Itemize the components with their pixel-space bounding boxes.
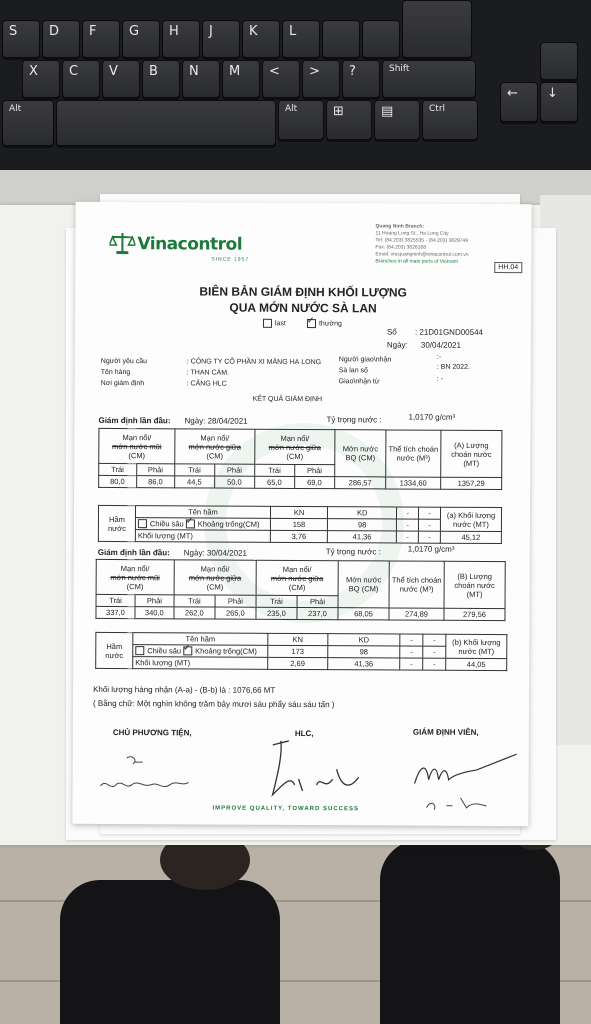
ballast-b-value: 44,05 (446, 658, 507, 670)
signature-hlc-label: HLC, (294, 728, 314, 739)
key-v: V (102, 60, 140, 98)
total-received: Khối lượng hàng nhận (A-a) - (B-b) là : 1076,66 MT (93, 684, 276, 695)
cell: 286,57 (335, 477, 386, 489)
first-inspection-date: Ngày: 28/04/2021 (184, 416, 248, 426)
signature-inspector-label: GIÁM ĐỊNH VIÊN, (412, 727, 479, 737)
col-left: Trái (99, 463, 137, 475)
deliverer-value: :- (436, 353, 442, 361)
goods-label: Tên hàng (100, 368, 131, 377)
cell: - (419, 507, 441, 519)
inspector-signature (406, 744, 526, 815)
footer-slogan: IMPROVE QUALITY, TOWARD SUCCESS (212, 805, 360, 813)
barge-value: : BN 2022. (436, 363, 470, 371)
ballast-a-label: (a) Khối lượng nước (MT) (440, 507, 501, 531)
ballast-label: Hầm nước (96, 632, 133, 668)
cell: 2,69 (268, 657, 328, 669)
col-right: Phải (297, 595, 338, 607)
space-checkbox (183, 647, 192, 656)
key-space (56, 100, 276, 146)
key-up (540, 42, 578, 80)
requester-label: Người yêu cầu (100, 357, 148, 366)
cell: 98 (327, 519, 396, 531)
cell: 262,0 (174, 607, 215, 619)
key-left-arrow: ← (500, 82, 538, 122)
last-label: last (274, 320, 286, 328)
cell: - (397, 507, 419, 519)
depth-checkbox (138, 519, 147, 528)
table-row (96, 606, 505, 620)
cell: 1357,29 (441, 477, 502, 489)
first-density-value: 1,0170 g/cm³ (408, 412, 456, 422)
key-quote (362, 20, 400, 58)
key-slash: ? (342, 60, 380, 98)
deliverer-label: Người giao\nhận (338, 356, 392, 364)
table-row (99, 475, 502, 489)
key-ctrl: Ctrl (422, 100, 478, 140)
cell: - (397, 519, 419, 531)
depth-row-label: Chiều sâu ✓ Khoảng trống(CM) (133, 645, 268, 658)
key-x: X (22, 60, 60, 98)
cell: 41,36 (327, 531, 396, 543)
col-right: Phải (294, 464, 335, 476)
option-last (263, 319, 286, 328)
depth-row-label: Chiều sâu ✓ Khoảng trống(CM) (135, 518, 270, 531)
header-avg-draft: Mớn nước BQ (CM) (335, 430, 386, 477)
branch-ports: Branches in all main ports of Vietnam (375, 258, 459, 265)
keyboard (0, 0, 591, 176)
second-density-value: 1,0170 g/cm³ (407, 544, 455, 554)
report-date: 30/04/2021 (420, 340, 461, 350)
place-value: : CẢNG HLC (186, 380, 227, 388)
requester-value: : CÔNG TY CỔ PHẦN XI MĂNG HẠ LONG (186, 358, 322, 367)
source-value: : - (436, 375, 443, 383)
kn-label: KN (268, 633, 328, 645)
second-inspection-label: Giám định lần đầu: (97, 547, 170, 558)
report-number: : 21D01GND00544 (414, 327, 484, 337)
branch-address: 11 Hoang Long St., Ha Long City (375, 230, 449, 237)
company-logo: Vinacontrol (137, 234, 243, 255)
key-j: J (202, 20, 240, 58)
branch-info (375, 223, 515, 266)
windows-key-icon: ⊞ (326, 100, 372, 140)
key-down-arrow: ↓ (540, 82, 578, 122)
total-in-words: ( Bằng chữ: Một nghìn không trăm bảy mươi sáu phẩy sáu sáu tấn ) (92, 698, 335, 710)
header-mid1: Mạn nổi/ mớn nước giữa (CM) (175, 429, 255, 464)
normal-checkbox (307, 319, 316, 328)
tank-name-label: Tên hầm (135, 506, 270, 519)
key-h: H (162, 20, 200, 58)
key-f: F (82, 20, 120, 58)
col-right: Phải (135, 595, 174, 607)
option-normal (307, 319, 342, 328)
key-alt-right: Alt (278, 100, 324, 140)
first-density-label: Tỷ trọng nước : (326, 415, 382, 425)
header-volume: Thể tích choán nước (M³) (389, 561, 444, 608)
hlc-signature (262, 735, 372, 806)
key-g: G (122, 20, 160, 58)
col-right: Phải (214, 464, 254, 476)
cell: 68,05 (338, 608, 389, 620)
col-right: Phải (136, 464, 174, 476)
cell: 237,0 (297, 607, 338, 619)
cell: 158 (270, 518, 327, 530)
cell: - (423, 646, 446, 658)
cell: 265,0 (215, 607, 256, 619)
cell: - (400, 658, 423, 670)
cell: 69,0 (294, 476, 335, 488)
right-leg (380, 840, 560, 1024)
kd-label: KD (328, 507, 397, 519)
cell: 41,36 (327, 658, 400, 670)
report-title: BIÊN BẢN GIÁM ĐỊNH KHỐI LƯỢNG (199, 284, 407, 300)
first-inspection-label: Giám định lần đầu: (98, 415, 171, 426)
key-d: D (42, 20, 80, 58)
first-ballast-table (98, 505, 502, 544)
cell: 173 (268, 645, 328, 657)
cell: - (423, 634, 446, 646)
source-label: Giao\nhận từ (338, 378, 380, 386)
second-ballast-table (95, 632, 507, 671)
cell: 1334,60 (386, 477, 441, 489)
cell: 274,89 (389, 608, 444, 620)
cell: - (418, 531, 440, 543)
second-density-label: Tỷ trọng nước : (325, 547, 381, 557)
key-k: K (242, 20, 280, 58)
form-code: HH.04 (494, 262, 522, 273)
col-left: Trái (96, 594, 135, 606)
ballast-b-label: (b) Khối lượng nước (MT) (446, 634, 507, 658)
branch-name: Quang Ninh Branch: (375, 223, 425, 230)
key-n: N (182, 60, 220, 98)
cell: 340,0 (135, 607, 174, 619)
key-semicolon (322, 20, 360, 58)
header-bow: Mạn nổi/ mớn nước mũi (CM) (99, 428, 175, 463)
weight-row-label: Khối lượng (MT) (135, 530, 270, 543)
branch-email: Email: vncquangninh@vinacontrol.com.vn (375, 251, 469, 258)
cell: 44,5 (175, 476, 215, 488)
kn-label: KN (270, 506, 327, 518)
key-b: B (142, 60, 180, 98)
header-avg-draft: Mớn nước BQ (CM) (338, 561, 389, 608)
report-date-label: Ngày: (386, 340, 408, 350)
key-alt-left: Alt (2, 100, 54, 146)
cell: - (397, 531, 419, 543)
place-label: Nơi giám định (100, 379, 145, 388)
cell: 235,0 (256, 607, 297, 619)
barge-label: Sà lan số (338, 367, 368, 375)
cell: - (400, 646, 423, 658)
results-heading: KẾT QUẢ GIÁM ĐỊNH (252, 395, 323, 404)
goods-value: : THAN CÁM. (186, 369, 230, 377)
space-checkbox (186, 520, 195, 529)
last-checkbox (263, 319, 272, 328)
key-m: M (222, 60, 260, 98)
menu-key-icon: ▤ (374, 100, 420, 140)
header-displacement-a: (A) Lượng choán nước (MT) (441, 430, 502, 477)
since-label: SINCE 1957 (211, 256, 250, 263)
signature-owner-label: CHỦ PHƯƠNG TIỆN, (112, 728, 192, 738)
header-mid1: Mạn nổi/ mớn nước giữa (CM) (174, 560, 256, 595)
report-subtitle: QUA MỚN NƯỚC SÀ LAN (229, 300, 377, 316)
key-shift: Shift (382, 60, 476, 98)
cell: - (423, 658, 446, 670)
second-inspection-date: Ngày: 30/04/2021 (183, 548, 247, 558)
header-mid2: Mạn nổi/ mớn nước giữa (CM) (255, 429, 335, 464)
owner-signature (97, 750, 197, 801)
cell: 86,0 (136, 476, 174, 488)
key-c: C (62, 60, 100, 98)
cell: 50,0 (214, 476, 254, 488)
inspection-report (72, 202, 531, 826)
tank-name-label: Tên hầm (133, 633, 268, 646)
col-left: Trái (174, 595, 215, 607)
ballast-a-value: 45,12 (440, 531, 501, 543)
cell: 98 (328, 646, 401, 658)
branch-fax: Fax: (84.203) 3826168 (375, 244, 427, 251)
key-s: S (2, 20, 40, 58)
depth-checkbox (135, 646, 144, 655)
col-left: Trái (256, 595, 297, 607)
key-comma: < (262, 60, 300, 98)
cell: 80,0 (99, 475, 137, 487)
cell: 279,56 (444, 608, 505, 620)
kd-label: KD (328, 634, 401, 646)
col-left: Trái (175, 464, 215, 476)
ballast-label: Hầm nước (98, 505, 135, 541)
cell: - (419, 519, 441, 531)
header-displacement-b: (B) Lượng choán nước (MT) (444, 561, 505, 608)
branch-tel: Tel: (84.203) 3825535 - (84.203) 3829749 (375, 237, 469, 244)
scale-logo-icon (109, 230, 135, 256)
cell: 65,0 (255, 476, 295, 488)
header-mid2: Mạn nổi/ mớn nước giữa (CM) (256, 560, 338, 595)
col-right: Phải (215, 595, 256, 607)
cell: 3,76 (270, 530, 327, 542)
cell: - (400, 634, 423, 646)
key-period: > (302, 60, 340, 98)
weight-row-label: Khối lượng (MT) (133, 657, 268, 670)
first-draft-table (98, 428, 502, 490)
normal-label: thường (318, 320, 342, 328)
key-enter (402, 0, 472, 58)
cell: 337,0 (96, 606, 135, 618)
col-left: Trái (255, 464, 295, 476)
report-number-label: Số (386, 327, 397, 337)
header-bow: Mạn nổi/ mớn nước mũi (CM) (96, 559, 174, 594)
key-l: L (282, 20, 320, 58)
header-volume: Thể tích choán nước (M³) (386, 430, 441, 477)
second-draft-table (95, 559, 505, 621)
left-leg (60, 880, 280, 1024)
